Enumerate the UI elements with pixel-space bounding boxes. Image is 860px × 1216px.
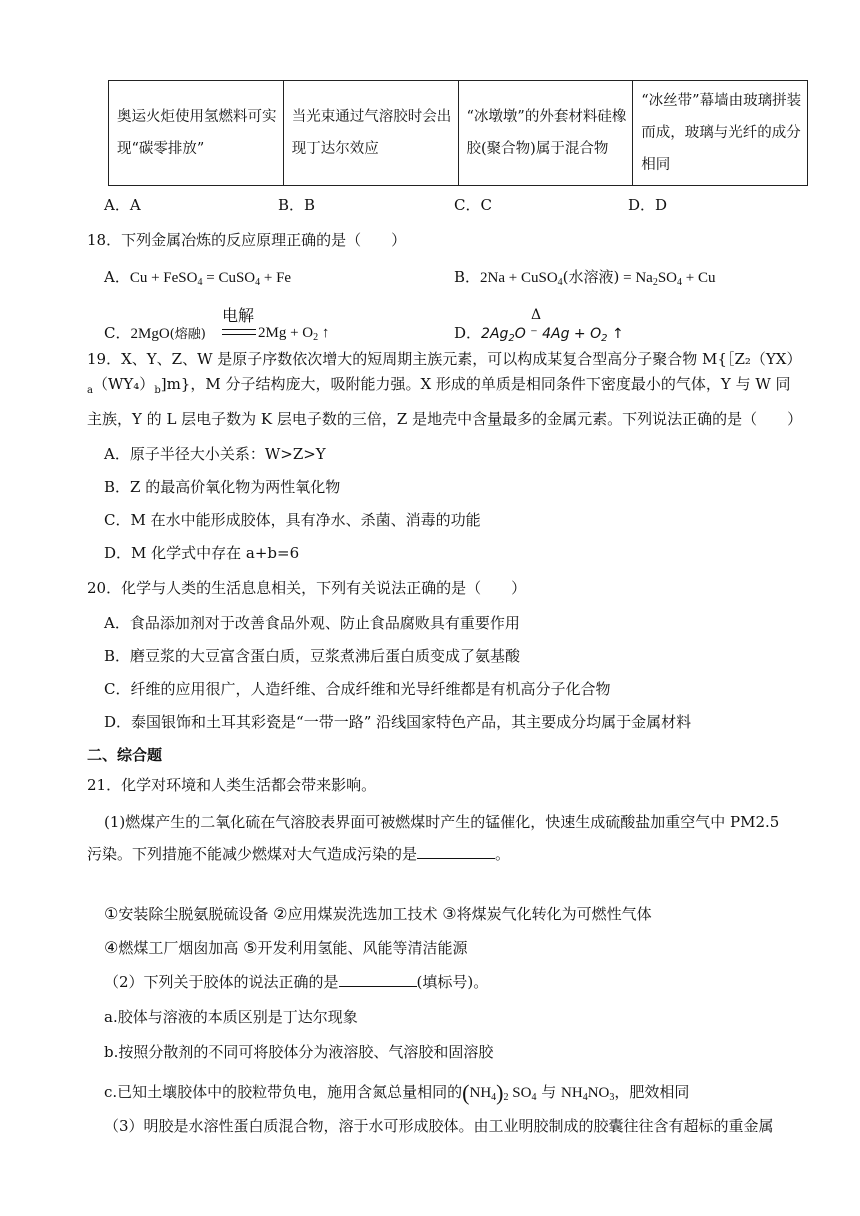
table-cell: 奥运火炬使用氢燃料可实现“碳零排放” xyxy=(109,81,284,186)
measure-item: 安装除尘脱氨脱硫设备 xyxy=(118,905,269,923)
equation: 2MgO xyxy=(130,326,170,342)
table-cell: “冰墩墩”的外套材料硅橡胶(聚合物)属于混合物 xyxy=(458,81,633,186)
measures-row-1 xyxy=(104,904,652,924)
q18-option-b xyxy=(454,267,716,288)
answer-blank xyxy=(417,844,495,859)
q18-option-a xyxy=(104,267,291,288)
equation: $2Ag_2O$ ⁻ $4Ag + O_2$ ↑ xyxy=(481,326,624,344)
q21-p3: （3）明胶是水溶性蛋白质混合物，溶于水可形成胶体。由工业明胶制成的胶囊往往含有超标的重金属 xyxy=(104,1117,774,1135)
q20-stem: 20．化学与人类的生活息息相关，下列有关说法正确的是（ ） xyxy=(87,579,527,597)
q21-p1-line1: (1)燃煤产生的二氧化硫在气溶胶表界面可被燃煤时产生的锰催化，快速生成硫酸盐加重空气中 PM2.5 xyxy=(104,813,780,831)
electrolysis-label: 电解 xyxy=(222,306,255,325)
option-label: D． xyxy=(454,324,482,342)
item-number: ② xyxy=(273,904,288,923)
q20-option-b: B．磨豆浆的大豆富含蛋白质，豆浆煮沸后蛋白质变成了氨基酸 xyxy=(104,647,521,665)
formula-ammonium-sulfate: $(NH_4)_2$ $SO_4$ xyxy=(462,1080,537,1105)
measure-item: 应用煤炭洗选加工技术 xyxy=(287,905,438,923)
option-label: A． xyxy=(104,268,130,286)
q21-p2 xyxy=(104,972,488,992)
q17-option-a: A．A xyxy=(104,196,141,214)
table-cell: “冰丝带”幕墙由玻璃拼装而成，玻璃与光纤的成分相同 xyxy=(633,81,808,186)
heat-symbol: Δ xyxy=(531,307,542,323)
subscript-b: b xyxy=(154,385,161,396)
q21-p2-c-end: ，肥效相同 xyxy=(614,1083,690,1101)
option-label: B． xyxy=(454,268,481,286)
q19-line2 xyxy=(87,374,791,401)
equation-rhs: = $Na_2SO_4 + Cu$ xyxy=(619,270,716,288)
condition-note: (熔融) xyxy=(169,327,206,342)
q21-p2-c xyxy=(104,1082,689,1103)
table-cell: 当光束通过气溶胶时会出现丁达尔效应 xyxy=(283,81,458,186)
equals-sign xyxy=(222,329,256,335)
statement-table xyxy=(108,80,808,186)
measure-item: 燃煤工厂烟囱加高 xyxy=(118,939,239,957)
equation: Cu + FeSO$_4$ = CuSO$_4$ + Fe xyxy=(129,270,292,288)
measures-row-2 xyxy=(104,938,468,958)
q21-p2-b: b.按照分散剂的不同可将胶体分为液溶胶、气溶胶和固溶胶 xyxy=(104,1043,494,1061)
condition-note: (水溶液) xyxy=(562,268,620,286)
item-number: ③ xyxy=(442,904,457,923)
q17-option-c: C．C xyxy=(454,196,492,214)
q21-p1-end: 。 xyxy=(495,845,511,863)
item-number: ④ xyxy=(104,938,119,957)
formula-ammonium-nitrate: $NH_4NO_3$ xyxy=(561,1085,615,1103)
equation: 2Na + CuSO$_4$ xyxy=(480,270,563,288)
q18-stem: 18．下列金属冶炼的反应原理正确的是（ ） xyxy=(87,231,407,249)
measure-item: 将煤炭气化转化为可燃性气体 xyxy=(456,905,652,923)
subscript-a: a xyxy=(87,385,93,396)
item-number: ① xyxy=(104,904,119,923)
q21-p2-end: (填标号)。 xyxy=(416,973,489,991)
section-heading: 二、综合题 xyxy=(87,746,163,764)
q18-c-products: $2Mg + O_2$ ↑ xyxy=(258,325,330,343)
q20-option-c: C．纤维的应用很广，人造纤维、合成纤维和光导纤维都是有机高分子化合物 xyxy=(104,680,611,698)
q20-option-a: A．食品添加剂对于改善食品外观、防止食品腐败具有重要作用 xyxy=(104,614,520,632)
option-label: C． xyxy=(104,324,131,342)
answer-blank xyxy=(339,972,417,987)
item-number: ⑤ xyxy=(243,938,258,957)
q19-line2-end: ]m}，M 分子结构庞大，吸附能力强。X 形成的单质是相同条件下密度最小的气体，Y 与 W 同 xyxy=(160,375,791,393)
q21-p2-c-mid: 与 xyxy=(541,1083,557,1101)
q19-option-d: D．M 化学式中存在 a+b=6 xyxy=(104,544,300,562)
q18-option-c xyxy=(104,323,206,345)
q19-option-a: A．原子半径大小关系：W>Z>Y xyxy=(104,445,326,463)
q19-line3: 主族，Y 的 L 层电子数为 K 层电子数的三倍，Z 是地壳中含量最多的金属元素。下列说法正确的是（ ） xyxy=(87,410,803,428)
q18-option-d xyxy=(454,323,624,344)
q19-option-c: C．M 在水中能形成胶体，具有净水、杀菌、消毒的功能 xyxy=(104,511,481,529)
q21-stem: 21．化学对环境和人类生活都会带来影响。 xyxy=(87,776,377,794)
q21-p2-text: （2）下列关于胶体的说法正确的是 xyxy=(104,973,339,991)
q21-p2-a: a.胶体与溶液的本质区别是丁达尔现象 xyxy=(104,1008,358,1026)
q17-option-d: D．D xyxy=(628,196,668,214)
q19-option-b: B．Z 的最高价氧化物为两性氧化物 xyxy=(104,478,341,496)
q21-p2-c-start: c.已知土壤胶体中的胶粒带负电，施用含氮总量相同的 xyxy=(104,1083,463,1101)
q17-option-b: B．B xyxy=(278,196,316,214)
measure-item: 开发利用氢能、风能等清洁能源 xyxy=(257,939,468,957)
q21-p1-line2 xyxy=(87,844,510,864)
q19-line2-mid: （WY₄） xyxy=(92,375,155,393)
q20-option-d: D．泰国银饰和土耳其彩瓷是“一带一路” 沿线国家特色产品，其主要成分均属于金属材料 xyxy=(104,713,692,731)
q19-line1: 19．X、Y、Z、W 是原子序数依次增大的短周期主族元素，可以构成某复合型高分子聚合物 M{［Z₂（YX） xyxy=(87,350,802,368)
q21-p1-text: 污染。下列措施不能减少燃煤对大气造成污染的是 xyxy=(87,845,418,863)
